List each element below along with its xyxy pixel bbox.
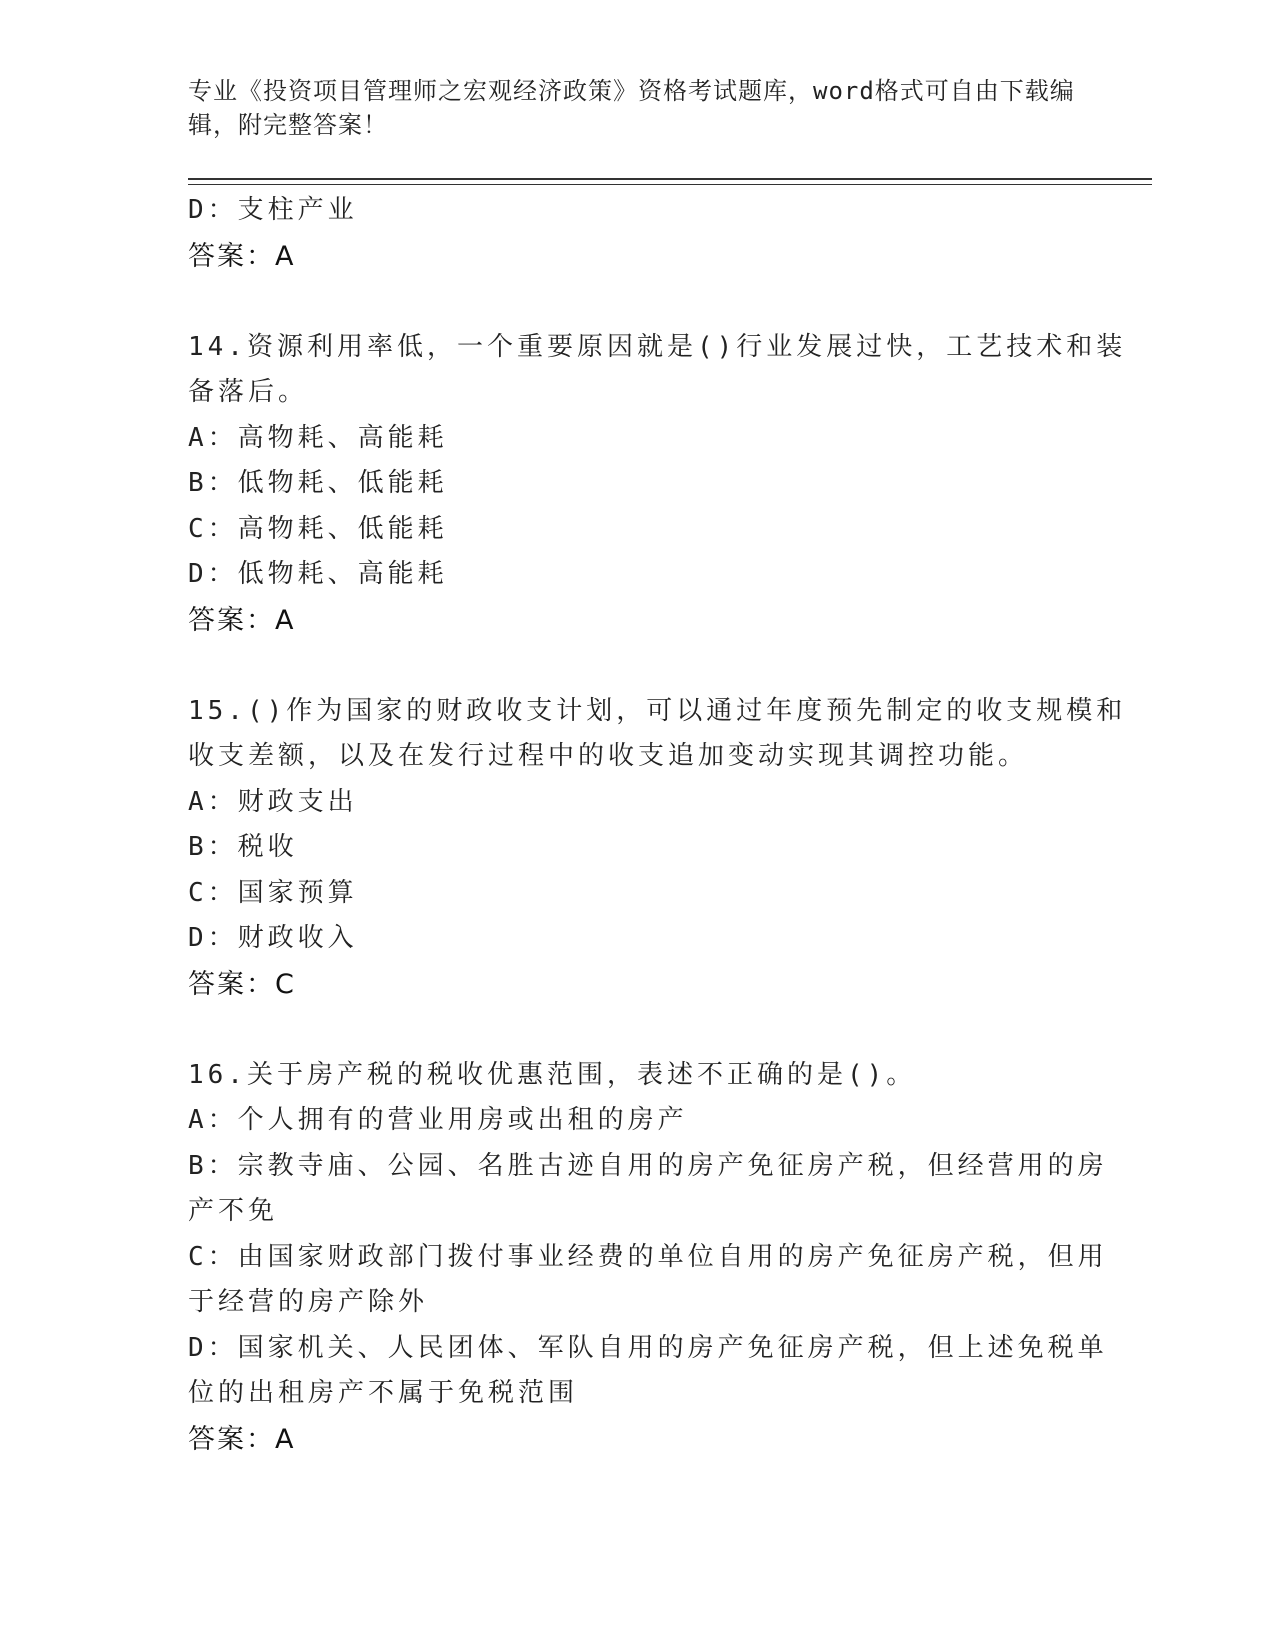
option-b: B：低物耗、低能耗 (188, 468, 448, 498)
option-d: D：财政收入 (188, 923, 358, 953)
header-line-1: 专业《投资项目管理师之宏观经济政策》资格考试题库，word格式可自由下载编 (188, 77, 1075, 105)
option-b: B：宗教寺庙、公园、名胜古迹自用的房产免征房产税，但经营用的房 (188, 1150, 1108, 1181)
question-stem: 14.资源利用率低，一个重要原因就是()行业发展过快，工艺技术和装 (188, 331, 1127, 362)
answer-line: 答案：A (188, 240, 296, 272)
answer-line: 答案：C (188, 968, 296, 1000)
question-14 (188, 325, 1127, 644)
option-d: D：低物耗、高能耗 (188, 559, 448, 589)
option-c: C：国家预算 (188, 877, 358, 908)
answer-line: 答案：A (188, 604, 296, 636)
option-a: A：财政支出 (188, 786, 358, 817)
spacer (188, 279, 1088, 325)
header-rule-thin (188, 184, 1152, 185)
question-15 (188, 689, 1127, 1008)
option-a: A：个人拥有的营业用房或出租的房产 (188, 1105, 688, 1135)
option-c: C：由国家财政部门拨付事业经费的单位自用的房产免征房产税，但用 (188, 1241, 1108, 1272)
question-list (188, 188, 1127, 1462)
header-line-2: 辑，附完整答案！ (188, 111, 388, 139)
question-stem-continued: 备落后。 (188, 377, 309, 407)
page-header (188, 74, 1088, 142)
question-16 (188, 1053, 1108, 1463)
option-d-continued: 位的出租房产不属于免税范围 (188, 1378, 579, 1408)
header-rule-thick (188, 178, 1152, 180)
answer-line: 答案：A (188, 1423, 296, 1455)
question-stem: 16.关于房产税的税收优惠范围，表述不正确的是()。 (188, 1059, 917, 1090)
spacer (188, 1007, 1088, 1053)
spacer (188, 643, 1088, 689)
option-a: A：高物耗、高能耗 (188, 422, 448, 453)
question-stem: 15.()作为国家的财政收支计划，可以通过年度预先制定的收支规模和 (188, 695, 1127, 726)
option-b-continued: 产不免 (188, 1196, 279, 1226)
option-d: D：支柱产业 (188, 195, 358, 225)
option-d: D：国家机关、人民团体、军队自用的房产免征房产税，但上述免税单 (188, 1332, 1108, 1363)
option-c-continued: 于经营的房产除外 (188, 1287, 429, 1317)
option-c: C：高物耗、低能耗 (188, 513, 448, 544)
question-13-tail (188, 188, 1088, 279)
option-b: B：税收 (188, 832, 298, 862)
question-stem-continued: 收支差额，以及在发行过程中的收支追加变动实现其调控功能。 (188, 741, 1029, 771)
